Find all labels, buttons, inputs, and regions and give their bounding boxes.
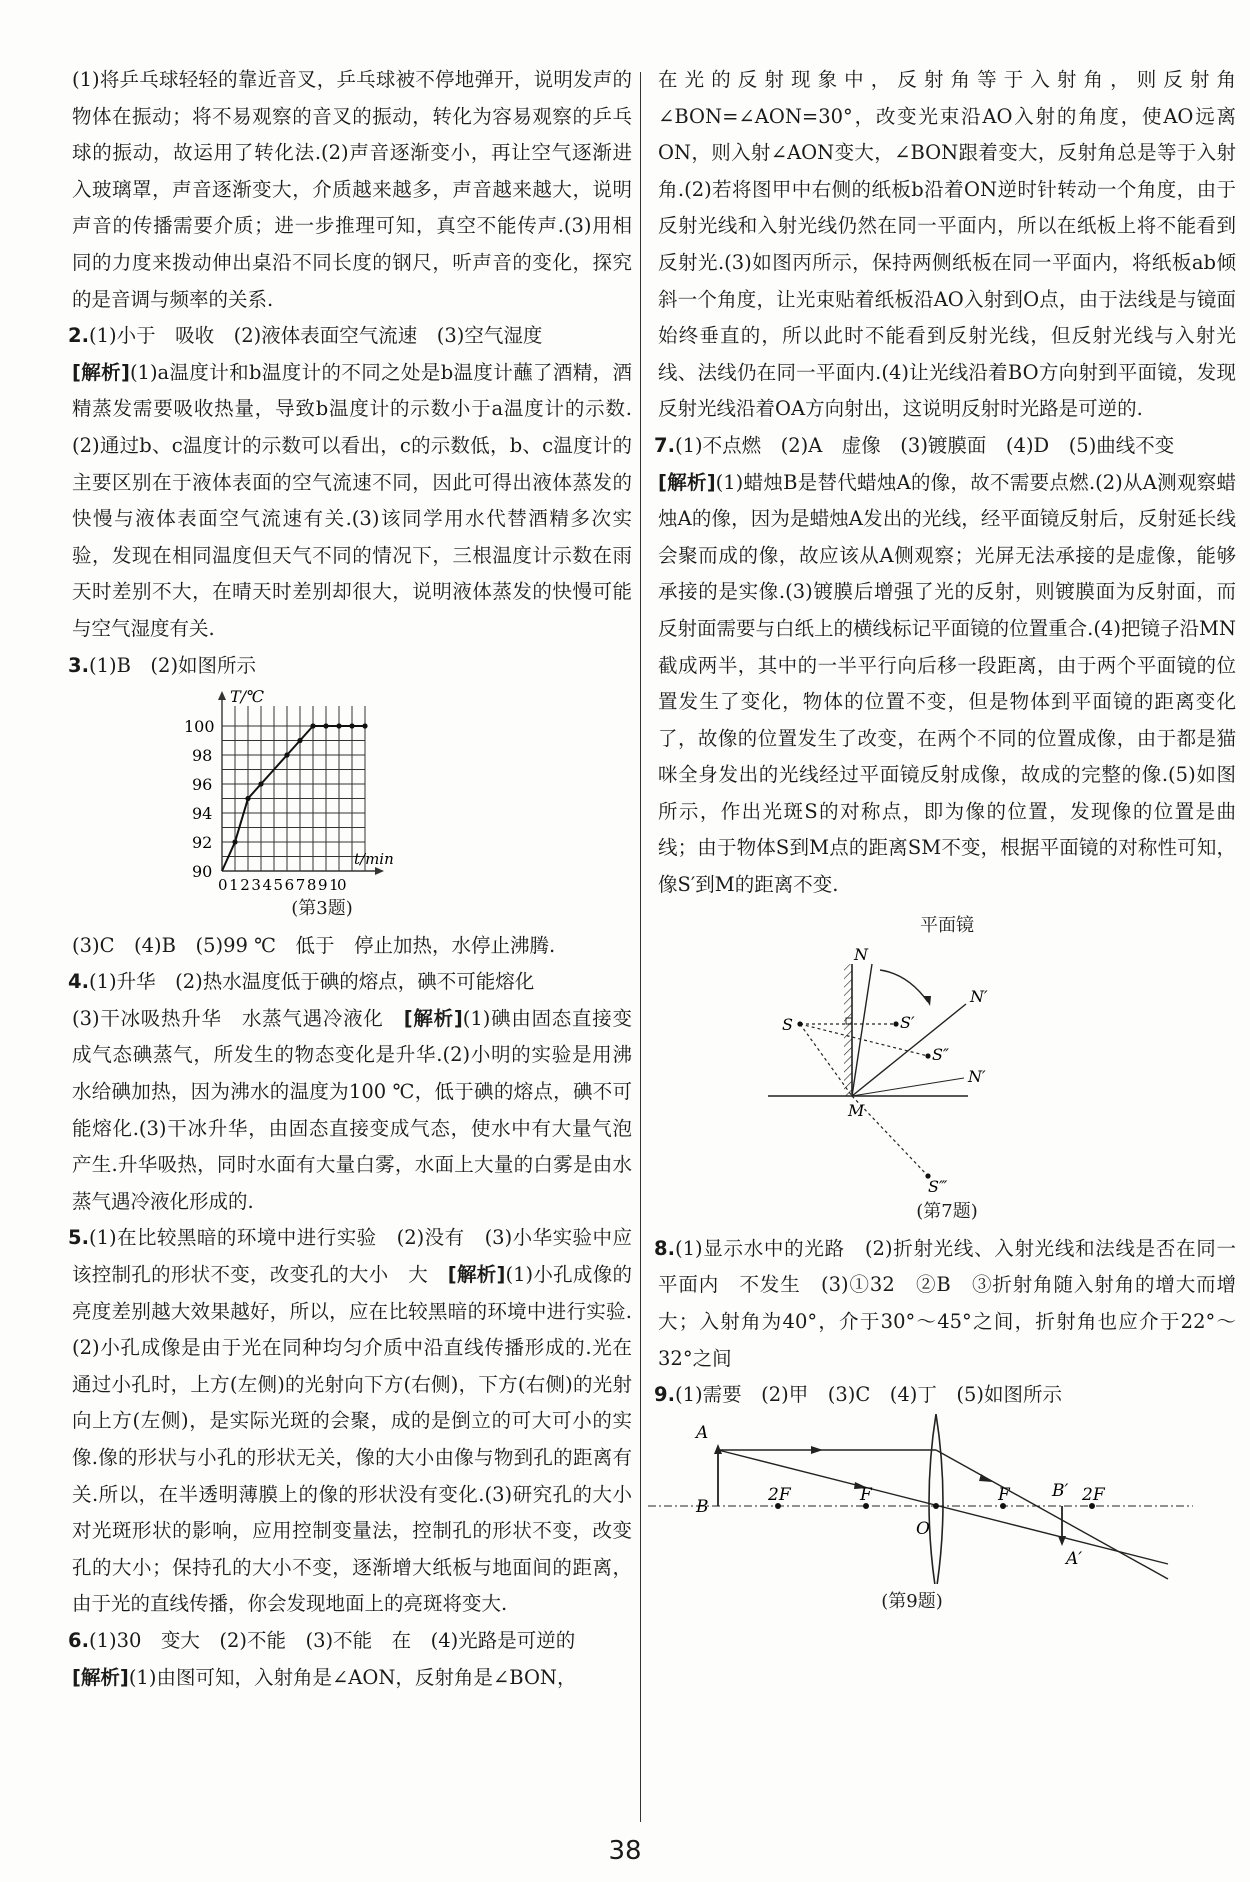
q3-caption: (第3题) bbox=[291, 898, 353, 920]
ytick-96: 96 bbox=[192, 775, 213, 795]
q4-analysis-tag: [解析] bbox=[403, 1006, 463, 1030]
x-axis-label: t/min bbox=[354, 850, 394, 869]
q6-answer-text: (1)30 变大 (2)不能 (3)不能 在 (4)光路是可逆的 bbox=[88, 1628, 576, 1652]
q3-answer-text: (1)B (2)如图所示 bbox=[88, 653, 257, 677]
q7-mirror-diagram bbox=[768, 944, 1068, 1194]
q8-answer-text: (1)显示水中的光路 (2)折射光线、入射光线和法线是否在同一平面内 不发生 (3)①32 ②B ③折射角随入射角的增大而增大；入射角为40°，介于30°～45°之间，折射角也应介于22°～32°之间 bbox=[658, 1236, 1236, 1370]
label-2F-right: 2F bbox=[1082, 1484, 1105, 1505]
q6-analysis bbox=[72, 1660, 632, 1697]
q4-number: 4. bbox=[68, 970, 89, 994]
ytick-98: 98 bbox=[192, 746, 213, 766]
q4-answer-text: (1)升华 (2)热水温度低于碘的熔点，碘不可能熔化 bbox=[88, 970, 535, 994]
q9-caption: (第9题) bbox=[881, 1590, 943, 1612]
q5-analysis-tag: [解析] bbox=[447, 1263, 506, 1287]
label-N-prime-2: N′ bbox=[968, 1067, 986, 1087]
page-number: 38 bbox=[608, 1836, 642, 1866]
q6-analysis-text: (1)由图可知，入射角是∠AON，反射角是∠BON， bbox=[128, 1665, 577, 1689]
q5-answer bbox=[68, 1220, 632, 1623]
q9-lens-diagram bbox=[648, 1414, 1208, 1584]
q6-analysis-cont: 在光的反射现象中，反射角等于入射角，则反射角∠BON=∠AON=30°，改变光束沿AO入射的角度，使AO远离ON，则入射∠AON变大，∠BON跟着变大，反射角总是等于入射角.(2)若将图甲中右侧的纸板b沿着ON逆时针转动一个角度，由于反射光线和入射光线仍然在同一平面内，所以在纸板上将不能看到反射光.(3)如图丙所示，保持两侧纸板在同一平面内，将纸板ab倾斜一个角度，让光束贴着纸板沿AO入射到O点，由于法线是与镜面始终垂直的，所以此时不能看到反射光线，但反射光线与入射光线、法线仍在同一平面内.(4)让光线沿着BO方向射到平面镜，发现反射光线沿着OA方向射出，这说明反射时光路是可逆的. bbox=[658, 68, 1236, 421]
label-2F-left: 2F bbox=[768, 1484, 791, 1505]
q2-number: 2. bbox=[68, 324, 89, 348]
q5-answer-text: (1)在比较黑暗的环境中进行实验 (2)没有 (3)小华实验中应该控制孔的形状不变，改变孔的大小 大 bbox=[72, 1226, 632, 1287]
q2-answer bbox=[68, 318, 632, 355]
q3-answer-cont: (3)C (4)B (5)99 ℃ 低于 停止加热，水停止沸腾. bbox=[72, 933, 556, 957]
label-A: A bbox=[696, 1422, 709, 1443]
q6-number: 6. bbox=[68, 1628, 89, 1652]
ytick-94: 94 bbox=[192, 804, 213, 824]
left-column bbox=[68, 62, 632, 1696]
right-column bbox=[654, 62, 1236, 1620]
q4-analysis bbox=[72, 1001, 632, 1221]
q7-answer bbox=[654, 428, 1236, 465]
q3-answer bbox=[68, 648, 632, 685]
q7-answer-text: (1)不点燃 (2)A 虚像 (3)镀膜面 (4)D (5)曲线不变 bbox=[674, 433, 1175, 457]
column-divider bbox=[640, 72, 641, 1822]
q3-number: 3. bbox=[68, 653, 89, 677]
q7-analysis-text: (1)蜡烛B是替代蜡烛A的像，故不需要点燃.(2)从A测观察蜡烛A的像，因为是蜡烛A发出的光线，经平面镜反射后，反射延长线会聚而成的像，故应该从A侧观察；光屏无法承接的是虚像，能够承接的是实像.(3)镀膜后增强了光的反射，则镀膜面为反射面，而反射面需要与白纸上的横线标记平面镜的位置重合.(4)把镜子沿MN截成两半，其中的一半平行向后移一段距离，由于两个平面镜的位置发生了变化，物体的位置不变，但是物体到平面镜的距离变化了，故像的位置发生了改变，在两个不同的位置成像，由于都是猫咪全身发出的光线经过平面镜反射成像，故成的完整的像.(5)如图所示，作出光斑S的对称点，即为像的位置，发现像的位置是曲线；由于物体S到M点的距离SM不变，根据平面镜的对称性可知，像S′到M的距离不变. bbox=[658, 470, 1236, 897]
x-ticks: 0 1 2 3 4 5 6 7 8 9 10 bbox=[218, 876, 346, 892]
q9-answer bbox=[654, 1377, 1236, 1414]
label-N-prime-1: N′ bbox=[970, 987, 988, 1007]
label-S-triple-prime: S‴ bbox=[928, 1177, 948, 1195]
label-S: S bbox=[782, 1015, 793, 1035]
q7-analysis-tag: [解析] bbox=[658, 470, 716, 494]
ytick-92: 92 bbox=[192, 833, 213, 853]
q2-analysis-text: (1)a温度计和b温度计的不同之处是b温度计蘸了酒精，酒精蒸发需要吸收热量，导致b温度计的示数小于a温度计的示数.(2)通过b、c温度计的示数可以看出，c的示数低，b、c温度计的主要区别在于液体表面的空气流速不同，因此可得出液体蒸发的快慢与液体表面空气流速有关.(3)该同学用水代替酒精多次实验，发现在相同温度但天气不同的情况下，三根温度计示数在雨天时差别不大，在晴天时差别却很大，说明液体蒸发的快慢可能与空气湿度有关. bbox=[72, 360, 632, 640]
q8-number: 8. bbox=[654, 1236, 675, 1260]
label-O: O bbox=[916, 1518, 930, 1539]
q7-number: 7. bbox=[654, 433, 675, 457]
label-B-prime: B′ bbox=[1052, 1480, 1069, 1501]
q2-answer-text: (1)小于 吸收 (2)液体表面空气流速 (3)空气湿度 bbox=[88, 324, 543, 348]
q8-answer bbox=[654, 1231, 1236, 1377]
q9-number: 9. bbox=[654, 1383, 675, 1407]
label-S-prime: S′ bbox=[900, 1013, 915, 1033]
q4-analysis-text: (1)碘由固态直接变成气态碘蒸气，所发生的物态变化是升华.(2)小明的实验是用沸水给碘加热，因为沸水的温度为100 ℃，低于碘的熔点，碘不可能熔化.(3)干冰升华，由固态直接变成气态，使水中有大量气泡产生.升华吸热，同时水面有大量白雾，水面上大量的白雾是由水蒸气遇冷液化形成的. bbox=[72, 1006, 632, 1213]
q4-answer bbox=[68, 964, 632, 1001]
ytick-90: 90 bbox=[192, 862, 213, 882]
q7-analysis bbox=[658, 465, 1236, 904]
q5-number: 5. bbox=[68, 1226, 89, 1250]
q2-analysis-tag: [解析] bbox=[72, 360, 130, 384]
q7-figure-title: 平面镜 bbox=[920, 914, 974, 936]
q4-answer-text-2: (3)干冰吸热升华 水蒸气遇冷液化 bbox=[72, 1006, 384, 1030]
ytick-100: 100 bbox=[184, 717, 215, 737]
q1-analysis-cont: (1)将乒乓球轻轻的靠近音叉，乒乓球被不停地弹开，说明发声的物体在振动；将不易观察的音叉的振动，转化为容易观察的乒乓球的振动，故运用了转化法.(2)声音逐渐变小，再让空气逐渐进入玻璃罩，声音逐渐变大，介质越来越多，声音越来越大，说明声音的传播需要介质；进一步推理可知，真空不能传声.(3)用相同的力度来拨动伸出桌沿不同长度的钢尺，听声音的变化，探究的是音调与频率的关系. bbox=[72, 68, 632, 311]
q9-answer-text: (1)需要 (2)甲 (3)C (4)丁 (5)如图所示 bbox=[674, 1383, 1063, 1407]
y-axis-label: T/℃ bbox=[230, 687, 264, 707]
label-F-right: F bbox=[998, 1484, 1010, 1505]
label-M: M bbox=[848, 1101, 865, 1121]
q6-analysis-tag: [解析] bbox=[72, 1665, 129, 1689]
q3-temperature-graph bbox=[182, 686, 482, 891]
label-S-double-prime: S″ bbox=[932, 1045, 949, 1065]
q5-analysis-text: (1)小孔成像的亮度差别越大效果越好，所以，应在比较黑暗的环境中进行实验.(2)小孔成像是由于光在同种均匀介质中沿直线传播形成的.光在通过小孔时，上方(左侧)的光射向下方(右侧)，下方(右侧)的光射向上方(左侧)，是实际光斑的会聚，成的是倒立的可大可小的实像.像的形状与小孔的形状无关，像的大小由像与物到孔的距离有关.所以，在半透明薄膜上的像的形状没有变化.(3)研究孔的大小对光斑形状的影响，应用控制变量法，控制孔的形状不变，改变孔的大小；保持孔的大小不变，逐渐增大纸板与地面间的距离，由于光的直线传播，你会发现地面上的亮斑将变大. bbox=[72, 1263, 632, 1616]
q7-caption: (第7题) bbox=[916, 1201, 978, 1223]
q2-analysis bbox=[72, 355, 632, 648]
label-N: N bbox=[854, 945, 868, 965]
label-A-prime: A′ bbox=[1066, 1548, 1083, 1569]
q6-answer bbox=[68, 1623, 632, 1660]
label-B: B bbox=[696, 1496, 709, 1517]
label-F-left: F bbox=[860, 1484, 872, 1505]
